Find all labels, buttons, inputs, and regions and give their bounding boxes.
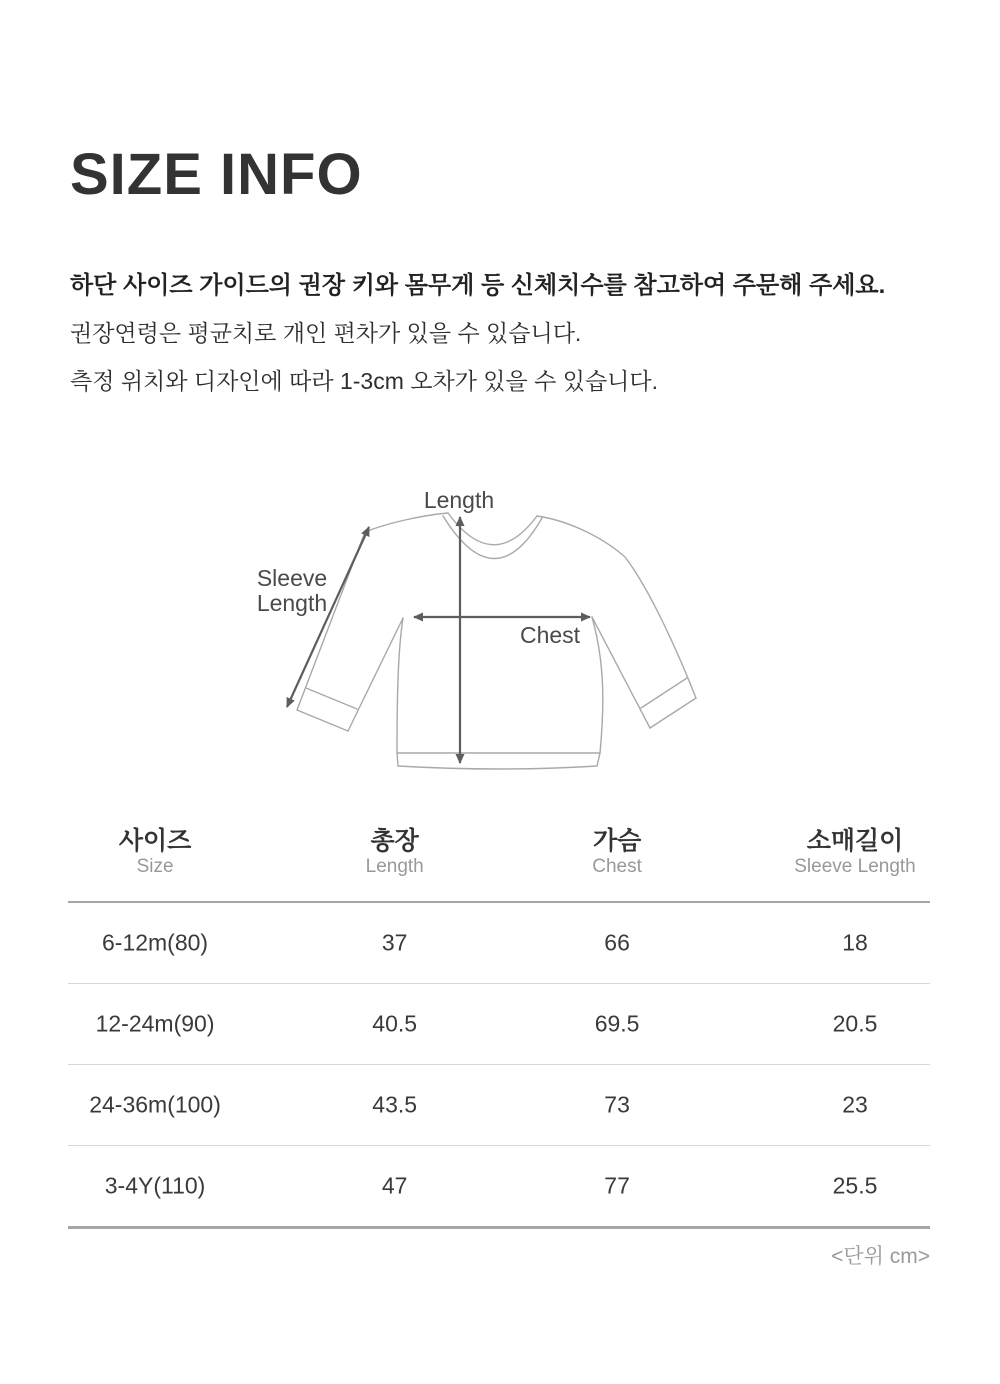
table-row: [68, 903, 930, 984]
page-title: SIZE INFO: [70, 142, 363, 207]
cell-length: 43.5: [372, 1091, 418, 1118]
column-header-length-en: Length: [365, 856, 424, 877]
cell-chest: 69.5: [594, 1010, 640, 1037]
note-line: 하단 사이즈 가이드의 권장 키와 몸무게 등 신체치수를 참고하여 주문해 주세요.: [70, 272, 886, 299]
cell-chest: 73: [604, 1091, 630, 1118]
sleeve-length-label: Sleeve: [256, 565, 328, 591]
table-row: [68, 1065, 930, 1146]
cell-chest: 66: [604, 929, 630, 956]
cell-size: 24-36m(100): [89, 1091, 221, 1118]
cell-length: 37: [381, 929, 408, 956]
sleeve-length-label: Length: [256, 590, 328, 616]
column-header-sleeve-en: Sleeve Length: [794, 856, 916, 877]
unit-note: <단위 cm>: [831, 1245, 930, 1268]
length-label: Length: [423, 487, 495, 513]
cell-sleeve-length: 18: [842, 929, 868, 956]
table-row: [68, 984, 930, 1065]
cell-sleeve-length: 20.5: [832, 1010, 878, 1037]
cell-size: 3-4Y(110): [104, 1172, 206, 1199]
size-table: [68, 815, 930, 1229]
cell-length: 40.5: [372, 1010, 418, 1037]
cell-sleeve-length: 23: [842, 1091, 868, 1118]
sweater-measurement-diagram: [240, 465, 760, 805]
column-header-chest-ko: 가슴: [592, 827, 642, 855]
column-header-sleeve-ko: 소매길이: [806, 827, 904, 855]
cell-chest: 77: [604, 1172, 630, 1199]
note-line: 측정 위치와 디자인에 따라 1-3cm 오차가 있을 수 있습니다.: [70, 368, 658, 394]
sleeve-length-arrow: [287, 527, 369, 707]
cell-sleeve-length: 25.5: [832, 1172, 878, 1199]
column-header-size-en: Size: [136, 856, 174, 877]
table-row: [68, 1146, 930, 1229]
column-header-chest-en: Chest: [592, 856, 642, 877]
table-header-row: [68, 815, 930, 903]
column-header-length-ko: 총장: [370, 827, 419, 855]
size-notes: [70, 270, 950, 414]
cell-size: 12-24m(90): [95, 1010, 215, 1037]
cell-length: 47: [381, 1172, 408, 1199]
column-header-size-ko: 사이즈: [118, 827, 192, 855]
chest-label: Chest: [519, 622, 581, 648]
cell-size: 6-12m(80): [101, 929, 209, 956]
note-line: 권장연령은 평균치로 개인 편차가 있을 수 있습니다.: [70, 320, 582, 346]
